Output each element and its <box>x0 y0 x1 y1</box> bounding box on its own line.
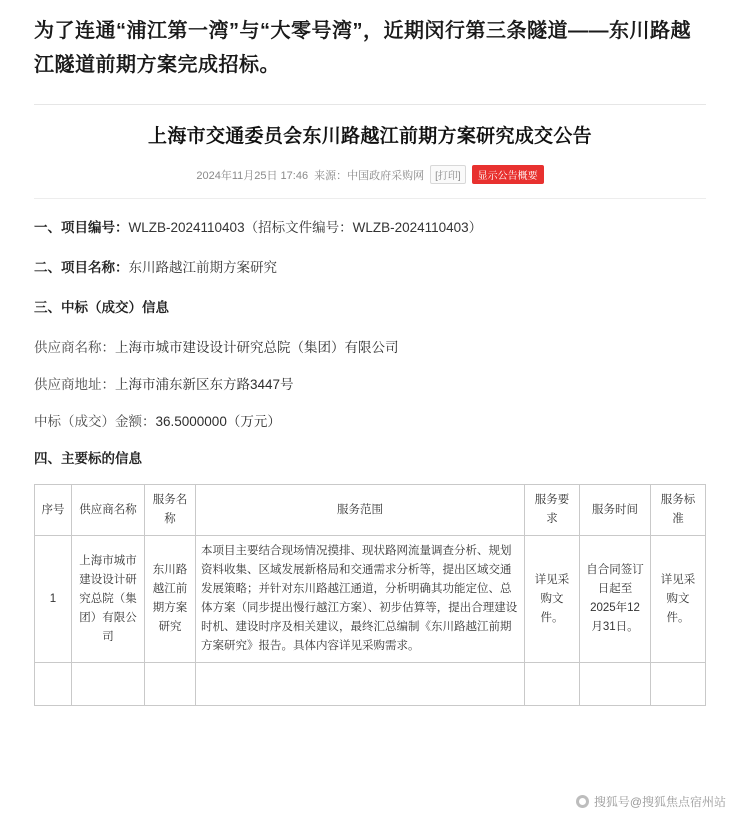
main-subject-table <box>34 484 706 706</box>
table-header-standard: 服务标准 <box>651 485 706 536</box>
cell-standard: 详见采购文件。 <box>651 536 706 663</box>
cell-supplier <box>72 663 145 706</box>
cell-requirement <box>525 663 580 706</box>
cell-requirement: 详见采购文件。 <box>525 536 580 663</box>
section-project-number-value: WLZB-2024110403（招标文件编号：WLZB-2024110403） <box>128 220 483 235</box>
section-award-info-head: 三、中标（成交）信息 <box>34 300 169 315</box>
table-row <box>35 663 706 706</box>
cell-time: 自合同签订日起至2025年12月31日。 <box>580 536 651 663</box>
table-header-seq: 序号 <box>35 485 72 536</box>
field-supplier-address-value: 上海市浦东新区东方路3447号 <box>115 377 294 392</box>
cell-scope: 本项目主要结合现场情况摸排、现状路网流量调查分析、规划资料收集、区域发展新格局和交通需求分析等，提出区域交通发展策略；并针对东川路越江通道，分析明确其功能定位、总体方案（同步提出慢行越江方案）、初步估算等，提出合理建设时机、建设时序及相关建议，最终汇总编制《东川路越江前期方案研究》报告。具体内容详见采购需求。 <box>196 536 525 663</box>
table-header-supplier: 供应商名称 <box>72 485 145 536</box>
cell-seq: 1 <box>35 536 72 663</box>
source-label: 来源：中国政府采购网 <box>314 169 425 182</box>
section-main-subject-head: 四、主要标的信息 <box>34 451 142 466</box>
section-award-info <box>34 297 706 319</box>
section-project-name-head: 二、项目名称： <box>34 260 129 275</box>
divider <box>34 198 706 199</box>
table-header-service-name: 服务名称 <box>145 485 196 536</box>
page-title: 上海市交通委员会东川路越江前期方案研究成交公告 <box>148 126 592 147</box>
section-project-number-head: 一、项目编号： <box>34 220 129 235</box>
table-header-time: 服务时间 <box>580 485 651 536</box>
section-main-subject <box>34 448 706 470</box>
field-supplier-address <box>34 373 706 393</box>
watermark <box>576 793 726 810</box>
table-row <box>35 536 706 663</box>
field-award-amount-label: 中标（成交）金额： <box>34 414 156 429</box>
announcement-body <box>34 104 706 706</box>
intro-paragraph: 为了连通“浦江第一湾”与“大零号湾”，近期闵行第三条隧道——东川路越江隧道前期方案完成招标。 <box>34 20 691 76</box>
watermark-text: 搜狐号@搜狐焦点宿州站 <box>593 795 726 809</box>
show-summary-badge[interactable]: 显示公告概要 <box>472 165 544 184</box>
section-project-name <box>34 257 706 279</box>
account-icon <box>576 795 589 808</box>
table-header-scope: 服务范围 <box>196 485 525 536</box>
field-supplier-name <box>34 336 706 356</box>
cell-seq <box>35 663 72 706</box>
document-meta <box>34 165 706 184</box>
publish-datetime: 2024年11月25日 17:46 <box>196 169 309 182</box>
cell-supplier: 上海市城市建设设计研究总院（集团）有限公司 <box>72 536 145 663</box>
section-project-name-value: 东川路越江前期方案研究 <box>128 260 277 275</box>
section-project-number <box>34 217 706 239</box>
field-award-amount-value: 36.5000000（万元） <box>155 414 281 429</box>
field-award-amount <box>34 410 706 430</box>
field-supplier-name-value: 上海市城市建设设计研究总院（集团）有限公司 <box>115 340 399 355</box>
cell-service-name <box>145 663 196 706</box>
cell-scope <box>196 663 525 706</box>
field-supplier-address-label: 供应商地址： <box>34 377 115 392</box>
table-header-row <box>35 485 706 536</box>
table-header-requirement: 服务要求 <box>525 485 580 536</box>
field-supplier-name-label: 供应商名称： <box>34 340 115 355</box>
print-link[interactable]: [打印] <box>430 165 466 184</box>
cell-service-name: 东川路越江前期方案研究 <box>145 536 196 663</box>
cell-time <box>580 663 651 706</box>
cell-standard <box>651 663 706 706</box>
